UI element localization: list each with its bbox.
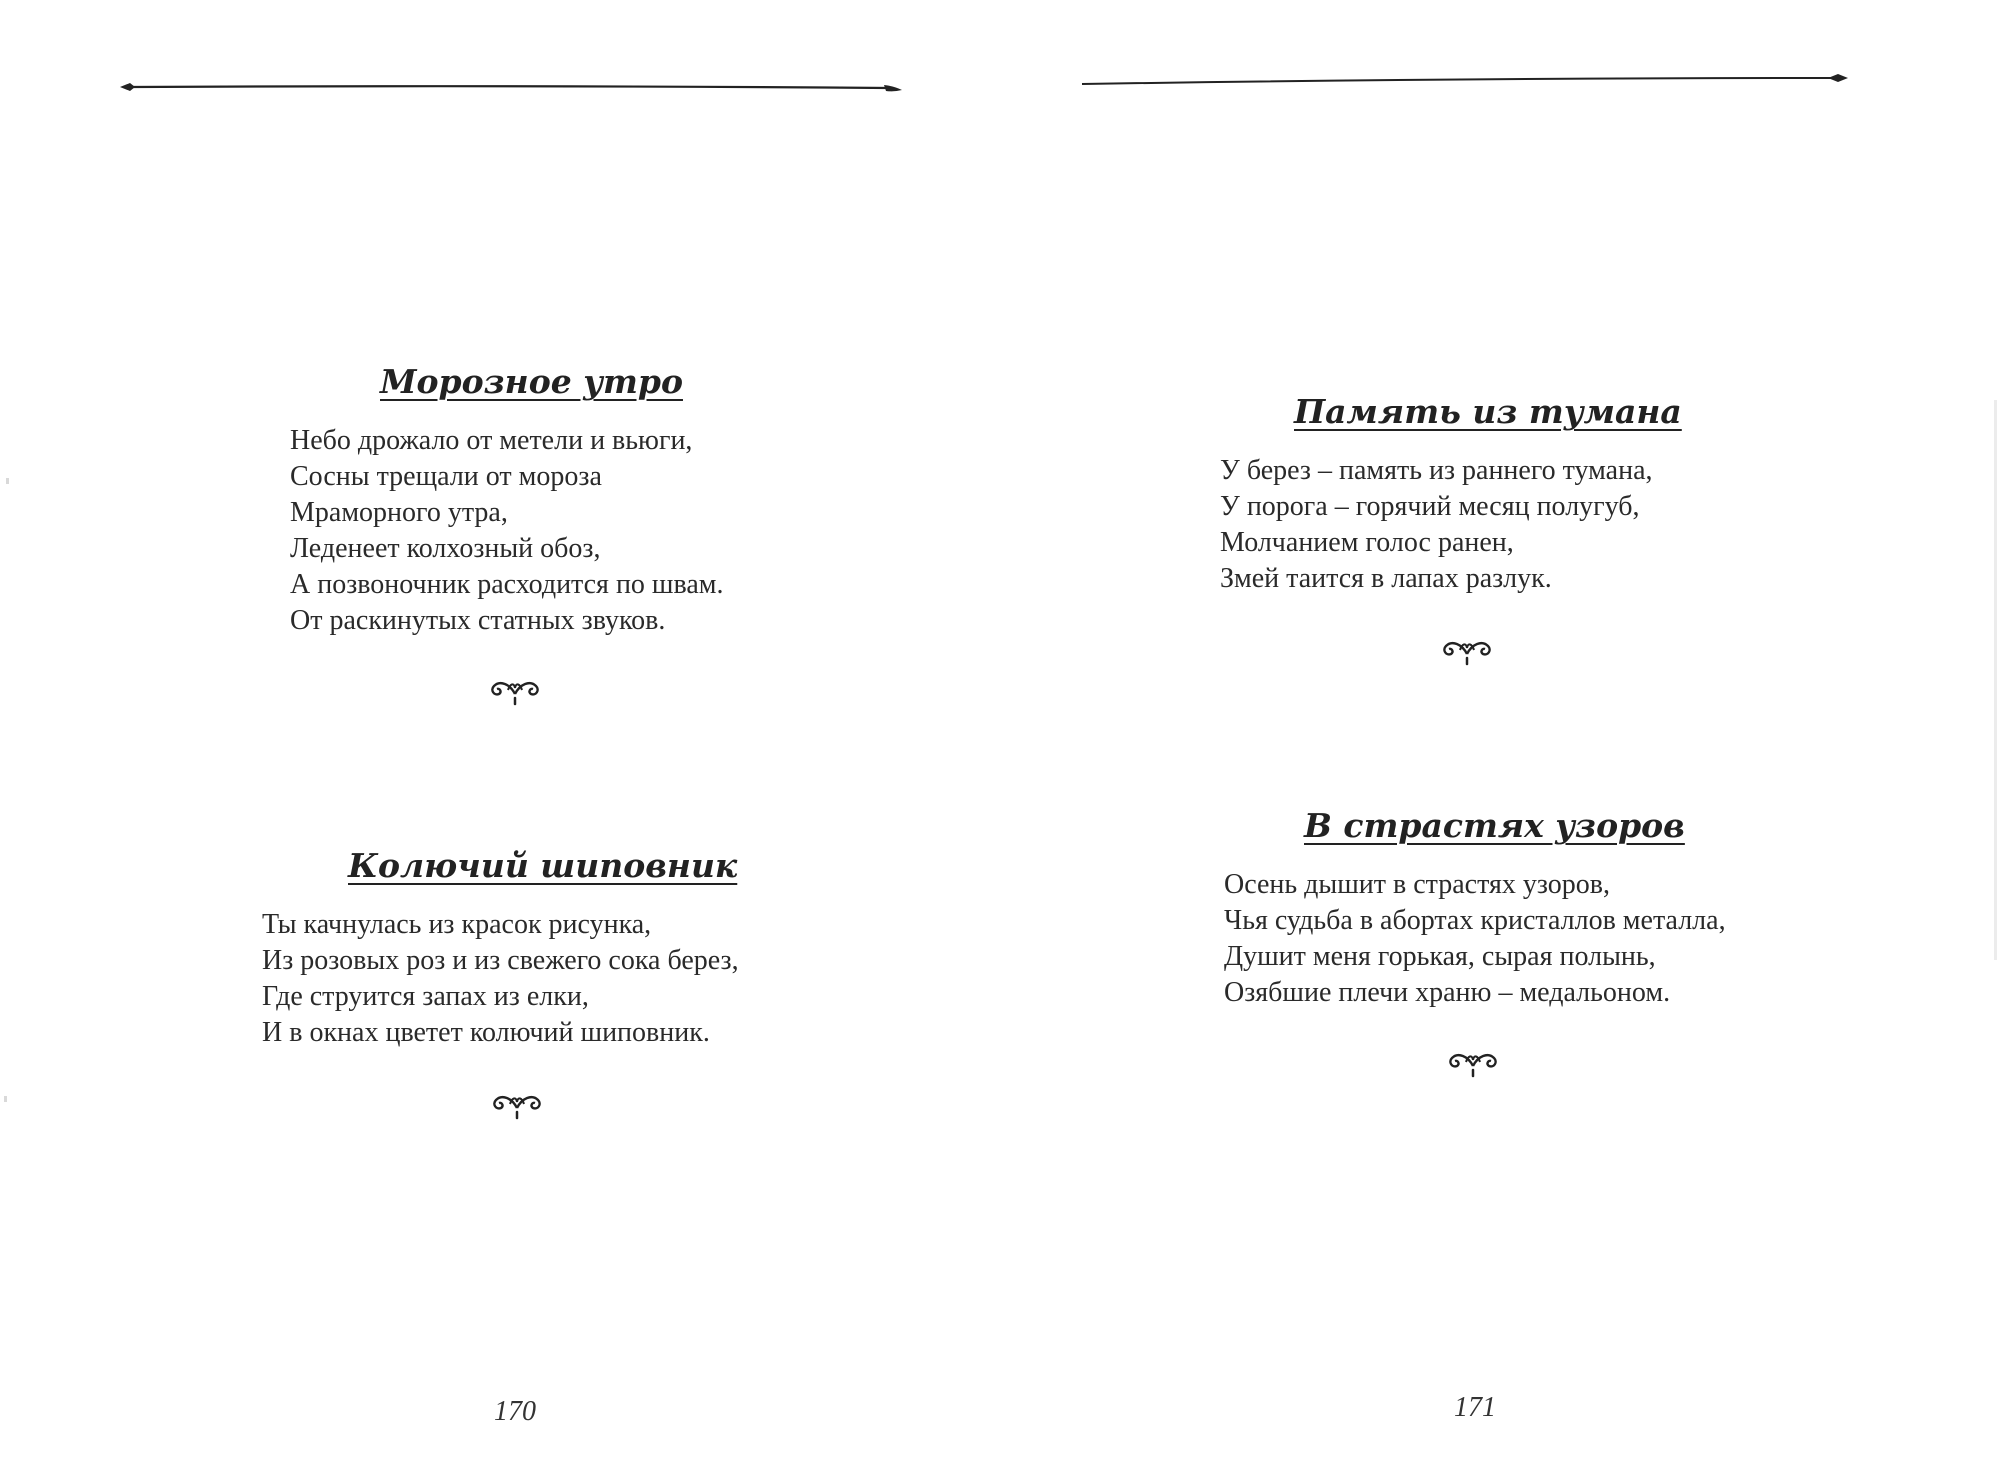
poem-thorny-rosehip — [262, 846, 739, 1051]
poem-lines — [262, 907, 739, 1051]
page-number: 171 — [1454, 1392, 1496, 1423]
poem-frosty-morning — [290, 362, 723, 639]
poem-lines — [1224, 867, 1726, 1011]
flourish-ornament-icon — [488, 670, 542, 708]
poem-line: А позвоночник расходится по швам. — [290, 569, 724, 600]
poem-line: Змей таится в лапах разлук. — [1220, 563, 1552, 594]
poem-line: Чья судьба в абортах кристаллов металла, — [1224, 905, 1726, 936]
page-edge-shadow — [1994, 400, 1997, 960]
poem-lines — [290, 423, 723, 639]
flourish-ornament-icon — [1440, 630, 1494, 668]
poem-line: У берез – память из раннего тумана, — [1220, 455, 1653, 486]
poem-line: Сосны трещали от мороза — [290, 461, 602, 492]
poem-line: Леденеет колхозный обоз, — [290, 533, 601, 564]
page-number: 170 — [494, 1396, 536, 1427]
poem-line: Мраморного утра, — [290, 497, 508, 528]
poem-line: И в окнах цветет колючий шиповник. — [262, 1017, 710, 1048]
poem-line: Где струится запах из елки, — [262, 981, 589, 1012]
poem-title: Морозное утро — [380, 362, 683, 401]
flourish-ornament-icon — [1446, 1042, 1500, 1080]
header-rule-icon — [1080, 70, 1854, 90]
poem-line: Озябшие плечи храню – медальоном. — [1224, 977, 1671, 1008]
poem-line: Осень дышит в страстях узоров, — [1224, 869, 1610, 900]
poem-line: Душит меня горькая, сырая полынь, — [1224, 941, 1656, 972]
poem-title: Колючий шиповник — [348, 846, 738, 885]
poem-line: У порога – горячий месяц полугуб, — [1220, 491, 1640, 522]
poem-line: От раскинутых статных звуков. — [290, 605, 666, 636]
poem-line: Из розовых роз и из свежего сока берез, — [262, 945, 739, 976]
poem-line: Молчанием голос ранен, — [1220, 527, 1514, 558]
right-page — [1000, 0, 2000, 1469]
flourish-ornament-icon — [490, 1084, 544, 1122]
edge-mark — [4, 1096, 7, 1102]
header-rule-icon — [118, 78, 904, 98]
poem-title: Память из тумана — [1294, 392, 1682, 431]
poem-line: Ты качнулась из красок рисунка, — [262, 909, 652, 940]
poem-line: Небо дрожало от метели и вьюги, — [290, 425, 693, 456]
poem-title: В страстях узоров — [1304, 806, 1685, 845]
poem-memory-from-fog — [1220, 392, 1682, 597]
poem-lines — [1220, 453, 1682, 597]
poem-in-passions-of-patterns — [1224, 806, 1726, 1011]
edge-mark — [6, 478, 9, 484]
